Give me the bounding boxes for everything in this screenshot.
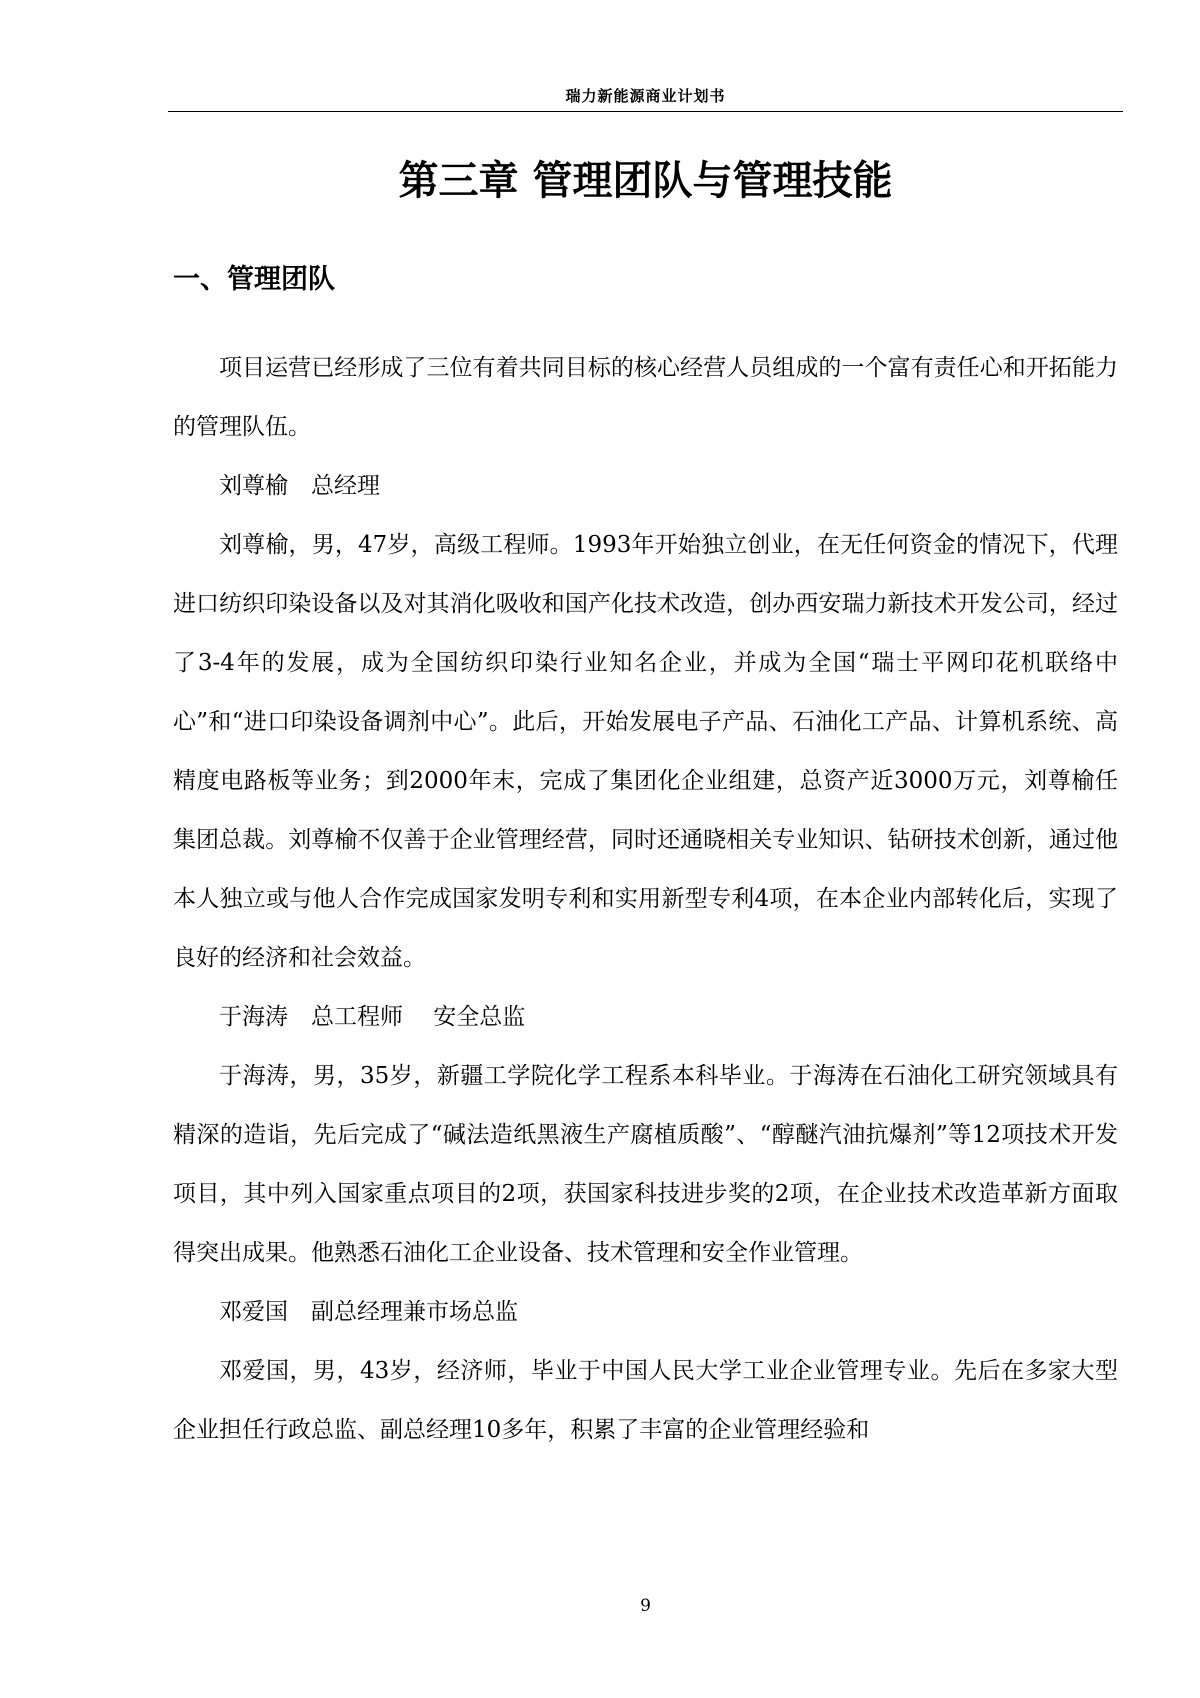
running-header-title: 瑞力新能源商业计划书	[565, 87, 726, 105]
section-heading: 一、管理团队	[173, 264, 335, 295]
person-title-yu: 于海涛 总工程师 安全总监	[219, 1004, 526, 1030]
paragraph-deng-bio: 邓爱国，男，43岁，经济师，毕业于中国人民大学工业企业管理专业。先后在多家大型企业担任行政总监、副总经理10多年，积累了丰富的企业管理经验和	[173, 1358, 1118, 1443]
paragraph-intro: 项目运营已经形成了三位有着共同目标的核心经营人员组成的一个富有责任心和开拓能力的管理队伍。	[173, 355, 1118, 440]
body-text	[173, 339, 1118, 1460]
chapter-title: 第三章 管理团队与管理技能	[398, 158, 893, 204]
header-divider	[168, 111, 1123, 112]
paragraph-yu-bio: 于海涛，男，35岁，新疆工学院化学工程系本科毕业。于海涛在石油化工研究领域具有精深的造诣，先后完成了“碱法造纸黑液生产腐植质酸”、“醇醚汽油抗爆剂”等12项技术开发项目，其中列入国家重点项目的2项，获国家科技进步奖的2项，在企业技术改造革新方面取得突出成果。他熟悉石油化工企业设备、技术管理和安全作业管理。	[173, 1063, 1118, 1266]
person-title-deng: 邓爱国 副总经理兼市场总监	[219, 1299, 518, 1325]
person-title-liu: 刘尊榆 总经理	[219, 473, 380, 499]
page-number: 9	[640, 1596, 651, 1616]
paragraph-liu-bio: 刘尊榆，男，47岁，高级工程师。1993年开始独立创业，在无任何资金的情况下，代理进口纺织印染设备以及对其消化吸收和国产化技术改造，创办西安瑞力新技术开发公司，经过了3-4年的发展，成为全国纺织印染行业知名企业，并成为全国“瑞士平网印花机联络中心”和“进口印染设备调剂中心”。此后，开始发展电子产品、石油化工产品、计算机系统、高精度电路板等业务；到2000年末，完成了集团化企业组建，总资产近3000万元，刘尊榆任集团总裁。刘尊榆不仅善于企业管理经营，同时还通晓相关专业知识、钻研技术创新，通过他本人独立或与他人合作完成国家发明专利和实用新型专利4项，在本企业内部转化后，实现了良好的经济和社会效益。	[173, 532, 1118, 971]
